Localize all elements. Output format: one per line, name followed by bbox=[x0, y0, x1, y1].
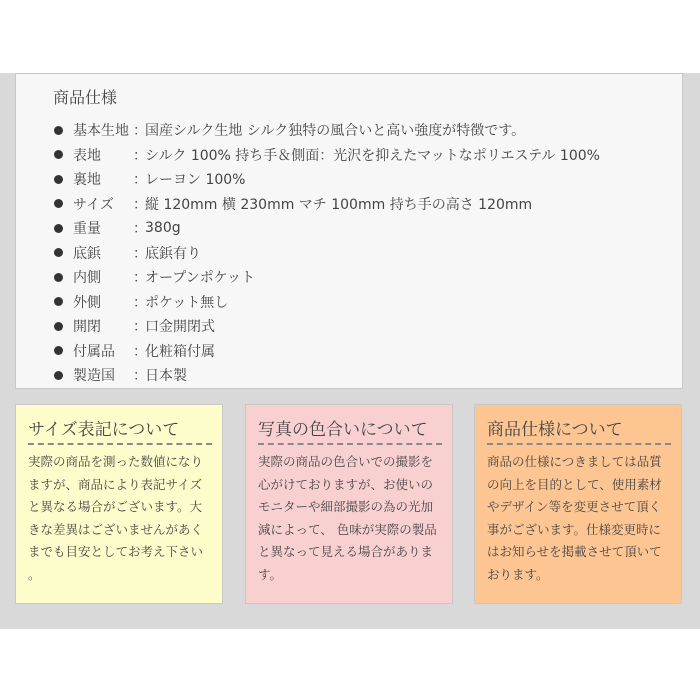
color-note bbox=[245, 404, 453, 604]
bullet-icon bbox=[54, 224, 63, 233]
bullet-icon bbox=[54, 273, 63, 282]
spec-separator: ： bbox=[133, 343, 147, 360]
spec-separator: ： bbox=[133, 172, 147, 189]
spec-row bbox=[54, 167, 600, 192]
spec-row bbox=[54, 314, 600, 339]
spec-list bbox=[54, 118, 600, 388]
spec-label: 製造国 bbox=[73, 368, 115, 385]
spec-row bbox=[54, 339, 600, 364]
bullet-icon bbox=[54, 346, 63, 355]
spec-separator: ： bbox=[133, 245, 147, 262]
spec-value: レーヨン 100% bbox=[145, 172, 246, 189]
spec-row bbox=[54, 118, 600, 143]
color-note-title: 写真の色合いについて bbox=[258, 415, 442, 445]
spec-label: サイズ bbox=[73, 196, 114, 213]
bullet-icon bbox=[54, 199, 63, 208]
spec-separator: ： bbox=[133, 319, 147, 336]
bullet-icon bbox=[54, 150, 63, 159]
spec-separator: ： bbox=[133, 221, 147, 238]
color-note-body: 実際の商品の色合いでの撮影を心がけておりますが、お使いのモニターや細部撮影の為の光加減によって、 色味が実際の製品と異なって見える場合があります。 bbox=[258, 454, 437, 582]
spec-value: 縦 120mm 横 230mm マチ 100mm 持ち手の高さ 120mm bbox=[145, 196, 533, 213]
spec-value: オープンポケット bbox=[145, 270, 256, 287]
spec-row bbox=[54, 363, 600, 388]
spec-value: 底鋲有り bbox=[145, 245, 201, 262]
spec-row bbox=[54, 265, 600, 290]
spec-label: 底鋲 bbox=[73, 245, 101, 262]
spec-row bbox=[54, 241, 600, 266]
spec-separator: ： bbox=[133, 368, 147, 385]
bullet-icon bbox=[54, 175, 63, 184]
spec-change-note bbox=[474, 404, 682, 604]
spec-value: ポケット無し bbox=[145, 294, 229, 311]
spec-separator: ： bbox=[133, 123, 147, 140]
spec-separator: ： bbox=[133, 270, 147, 287]
spec-label: 裏地 bbox=[73, 172, 101, 189]
bullet-icon bbox=[54, 248, 63, 257]
spec-row bbox=[54, 290, 600, 315]
size-note-title: サイズ表記について bbox=[28, 415, 212, 445]
spec-value: シルク 100% 持ち手＆側面：光沢を抑えたマットなポリエステル 100% bbox=[145, 147, 600, 164]
bullet-icon bbox=[54, 371, 63, 380]
spec-label: 基本生地 bbox=[73, 123, 129, 140]
spec-row bbox=[54, 216, 600, 241]
size-note-body: 実際の商品を測った数値になりますが、商品により表記サイズと異なる場合がございます。大きな差異はございませんがあくまでも目安としてお考え下さい 。 bbox=[28, 454, 204, 582]
spec-row bbox=[54, 143, 600, 168]
spec-separator: ： bbox=[133, 294, 147, 311]
spec-separator: ： bbox=[133, 196, 147, 213]
spec-label: 開閉 bbox=[73, 319, 101, 336]
spec-label: 内側 bbox=[73, 270, 101, 287]
spec-change-note-body: 商品の仕様につきましては品質の向上を目的として、使用素材やデザイン等を変更させて頂く事がございます。仕様変更時にはお知らせを掲載させて頂いております。 bbox=[487, 454, 662, 582]
spec-value: 口金開閉式 bbox=[145, 319, 215, 336]
spec-label: 付属品 bbox=[73, 343, 115, 360]
spec-title: 商品仕様 bbox=[53, 88, 118, 107]
spec-change-note-title: 商品仕様について bbox=[487, 415, 671, 445]
bullet-icon bbox=[54, 322, 63, 331]
bullet-icon bbox=[54, 126, 63, 135]
spec-label: 表地 bbox=[73, 147, 101, 164]
spec-value: 日本製 bbox=[145, 368, 187, 385]
spec-row bbox=[54, 192, 600, 217]
bullet-icon bbox=[54, 297, 63, 306]
size-note bbox=[15, 404, 223, 604]
spec-value: 化粧箱付属 bbox=[145, 343, 215, 360]
spec-label: 外側 bbox=[73, 294, 101, 311]
spec-value: 国産シルク生地 シルク独特の風合いと高い強度が特徴です。 bbox=[145, 123, 526, 140]
spec-panel bbox=[15, 73, 683, 389]
spec-label: 重量 bbox=[73, 221, 101, 238]
spec-separator: ： bbox=[133, 147, 147, 164]
spec-value: 380g bbox=[145, 220, 181, 237]
